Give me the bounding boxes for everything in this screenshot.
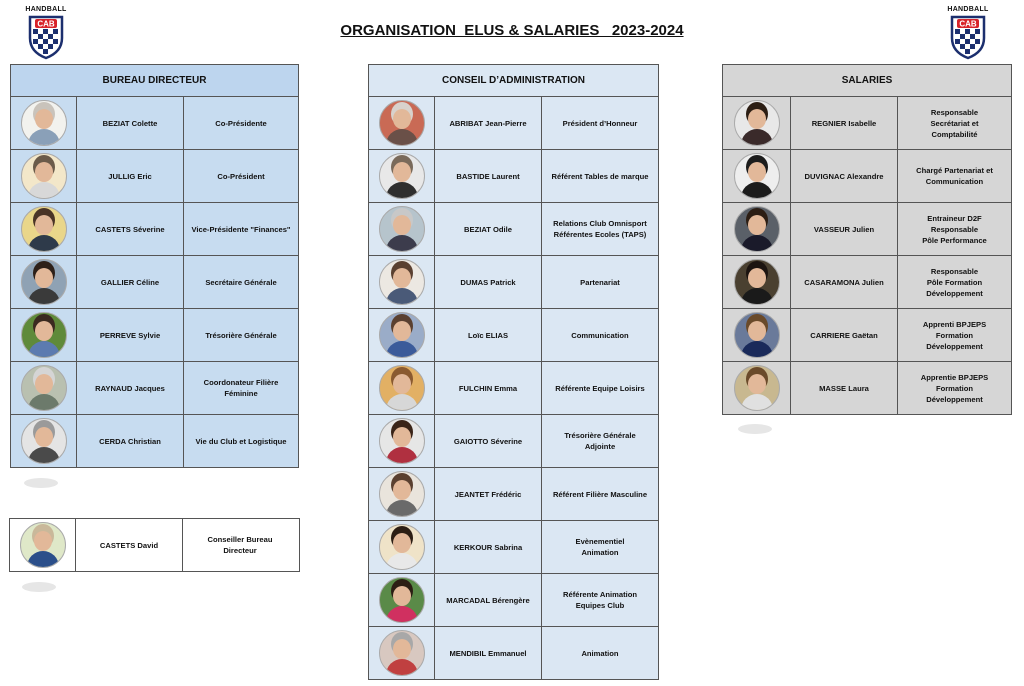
bureau-rows (11, 97, 298, 467)
table-row (369, 468, 658, 521)
table-row (369, 97, 658, 150)
salaries-header: SALARIES (723, 65, 1011, 97)
photo-cell (723, 362, 791, 414)
member-name: CASARAMONA Julien (791, 256, 898, 308)
avatar (21, 312, 67, 358)
member-role: Evènementiel Animation (575, 537, 625, 557)
photo-cell (723, 97, 791, 149)
member-name: BEZIAT Colette (77, 97, 184, 149)
photo-cell (11, 256, 77, 308)
table-row (723, 309, 1011, 362)
avatar (379, 471, 425, 517)
member-role: Entraineur D2F Responsable Pôle Performance (922, 213, 987, 245)
member-name: REGNIER Isabelle (791, 97, 898, 149)
member-role: Référent Tables de marque (551, 171, 649, 181)
avatar (379, 100, 425, 146)
photo-cell (723, 309, 791, 361)
avatar (379, 206, 425, 252)
avatar (734, 259, 780, 305)
avatar (379, 312, 425, 358)
avatar (21, 418, 67, 464)
member-role: Référente Equipe Loisirs (555, 383, 645, 393)
avatar (21, 365, 67, 411)
member-name: RAYNAUD Jacques (77, 362, 184, 414)
table-row (369, 521, 658, 574)
member-role: Animation (581, 648, 619, 658)
table-row (723, 362, 1011, 414)
conseiller-panel (9, 518, 300, 572)
member-name: CASTETS David (76, 519, 183, 571)
avatar (379, 259, 425, 305)
member-name: DUVIGNAC Alexandre (791, 150, 898, 202)
member-role: Relations Club Omnisport Référentes Ecoles (TAPS) (553, 219, 647, 239)
photo-shadow (738, 424, 772, 434)
member-role: Responsable Secrétariat et Comptabilité (930, 107, 979, 139)
table-row (11, 256, 298, 309)
member-name: CASTETS Séverine (77, 203, 184, 255)
table-row (10, 519, 299, 571)
photo-cell (11, 362, 77, 414)
photo-cell (369, 521, 435, 573)
member-name: KERKOUR Sabrina (435, 521, 542, 573)
member-role: Apprentie BPJEPS Formation Développement (920, 372, 989, 404)
member-name: BASTIDE Laurent (435, 150, 542, 202)
member-role: Apprenti BPJEPS Formation Développement (922, 319, 987, 351)
table-row (723, 256, 1011, 309)
member-role: Conseiller Bureau Directeur (207, 535, 273, 555)
bureau-header: BUREAU DIRECTEUR (11, 65, 298, 97)
table-row (11, 97, 298, 150)
photo-cell (369, 256, 435, 308)
salaries-panel (722, 64, 1012, 415)
member-name: CERDA Christian (77, 415, 184, 467)
photo-cell (11, 415, 77, 467)
member-role: Coordonateur Filière Féminine (203, 378, 279, 398)
photo-cell (369, 574, 435, 626)
member-role: Vie du Club et Logistique (195, 436, 287, 446)
salaries-rows (723, 97, 1011, 414)
logo-badge-text: CAB (959, 19, 977, 29)
member-role: Communication (571, 330, 629, 340)
photo-cell (369, 415, 435, 467)
member-role: Secrétaire Générale (205, 277, 277, 287)
member-name: JEANTET Frédéric (435, 468, 542, 520)
photo-cell (723, 203, 791, 255)
table-row (369, 627, 658, 679)
member-role: Vice-Présidente "Finances" (191, 224, 291, 234)
avatar (734, 312, 780, 358)
avatar (734, 206, 780, 252)
member-role: Trésorière Générale (205, 330, 277, 340)
member-name: PERREVE Sylvie (77, 309, 184, 361)
avatar (21, 153, 67, 199)
member-role: Responsable Pôle Formation Développement (926, 266, 983, 298)
table-row (369, 574, 658, 627)
photo-cell (11, 309, 77, 361)
photo-cell (11, 97, 77, 149)
member-role: Co-Présidente (215, 118, 267, 128)
avatar (379, 365, 425, 411)
avatar (379, 577, 425, 623)
photo-cell (11, 150, 77, 202)
conseil-administration-panel (368, 64, 659, 680)
member-name: MASSE Laura (791, 362, 898, 414)
avatar (734, 365, 780, 411)
avatar (20, 522, 66, 568)
member-name: VASSEUR Julien (791, 203, 898, 255)
member-name: GAIOTTO Séverine (435, 415, 542, 467)
photo-cell (369, 468, 435, 520)
photo-cell (11, 203, 77, 255)
member-name: GALLIER Céline (77, 256, 184, 308)
table-row (11, 415, 298, 467)
member-name: CARRIERE Gaëtan (791, 309, 898, 361)
page-title: ORGANISATION ELUS & SALARIES 2023-2024 (340, 22, 684, 39)
member-name: MARCADAL Bérengère (435, 574, 542, 626)
member-name: JULLIG Eric (77, 150, 184, 202)
photo-cell (369, 150, 435, 202)
avatar (21, 100, 67, 146)
photo-shadow (24, 478, 58, 488)
photo-cell (369, 627, 435, 679)
avatar (734, 100, 780, 146)
member-name: DUMAS Patrick (435, 256, 542, 308)
photo-cell (10, 519, 76, 571)
photo-cell (369, 203, 435, 255)
table-row (11, 203, 298, 256)
member-role: Président d’Honneur (562, 118, 638, 128)
avatar (21, 206, 67, 252)
table-row (723, 97, 1011, 150)
table-row (11, 150, 298, 203)
bureau-directeur-panel (10, 64, 299, 468)
member-role: Référente Animation Equipes Club (563, 590, 637, 610)
table-row (11, 309, 298, 362)
table-row (369, 203, 658, 256)
avatar (379, 630, 425, 676)
photo-cell (723, 256, 791, 308)
photo-shadow (22, 582, 56, 592)
photo-cell (369, 97, 435, 149)
member-role: Référent Filière Masculine (552, 489, 648, 499)
avatar (21, 259, 67, 305)
member-name: MENDIBIL Emmanuel (435, 627, 542, 679)
logo-club-text: HANDBALL (947, 6, 989, 13)
table-row (723, 203, 1011, 256)
member-name: ABRIBAT Jean-Pierre (435, 97, 542, 149)
member-role: Chargé Partenariat et Communication (916, 166, 993, 186)
photo-cell (723, 150, 791, 202)
member-name: FULCHIN Emma (435, 362, 542, 414)
member-role: Trésorière Générale Adjointe (564, 431, 636, 451)
avatar (379, 524, 425, 570)
logo-club-text: HANDBALL (25, 6, 67, 13)
table-row (369, 150, 658, 203)
table-row (11, 362, 298, 415)
conseil-header: CONSEIL D’ADMINISTRATION (369, 65, 658, 97)
avatar (379, 153, 425, 199)
conseil-rows (369, 97, 658, 679)
photo-cell (369, 362, 435, 414)
photo-cell (369, 309, 435, 361)
member-role: Co-Président (217, 171, 265, 181)
table-row (723, 150, 1011, 203)
table-row (369, 309, 658, 362)
avatar (734, 153, 780, 199)
member-role: Partenariat (580, 277, 620, 287)
table-row (369, 362, 658, 415)
table-row (369, 415, 658, 468)
avatar (379, 418, 425, 464)
logo-badge-text: CAB (37, 19, 55, 29)
member-name: Loïc ELIAS (435, 309, 542, 361)
member-name: BEZIAT Odile (435, 203, 542, 255)
table-row (369, 256, 658, 309)
